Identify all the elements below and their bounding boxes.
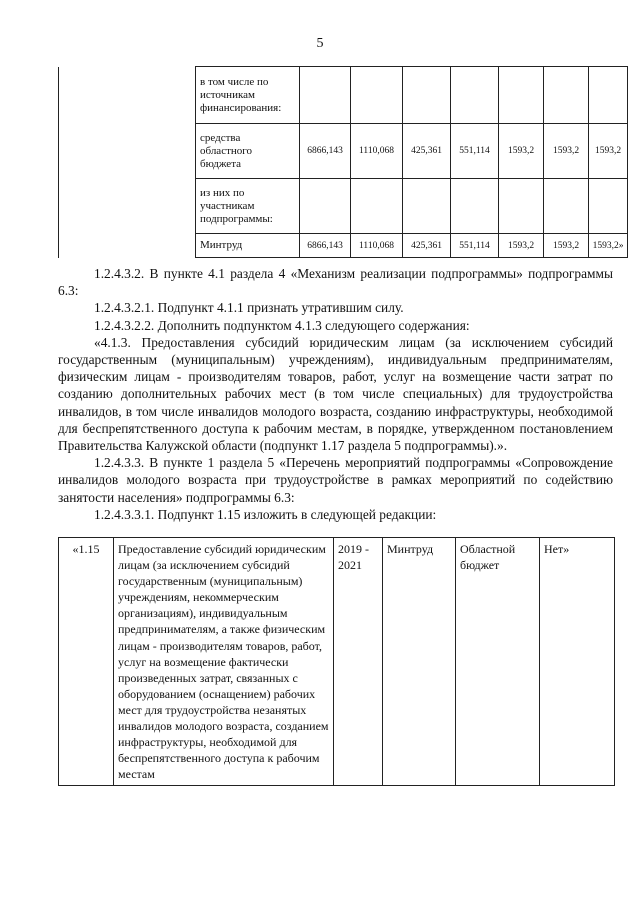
paragraph-1-15-intro: 1.2.4.3.3.1. Подпункт 1.15 изложить в следующей редакции: — [94, 506, 437, 522]
table-cell-value: 1593,2 — [499, 234, 544, 258]
table-cell-value — [544, 179, 589, 234]
table-cell-value — [300, 67, 351, 124]
paragraph-4-1-1: 1.2.4.3.2.1. Подпункт 4.1.1 признать утратившим силу. — [94, 300, 404, 316]
measure-source: Областной бюджет — [456, 538, 540, 786]
table-row — [59, 538, 615, 786]
table-cell-value: 425,361 — [403, 234, 451, 258]
paragraph-4-1-3-intro: 1.2.4.3.2.2. Дополнить подпунктом 4.1.3 следующего содержания: — [94, 317, 470, 333]
table-cell-value: 551,114 — [451, 234, 499, 258]
table-cell-value — [589, 179, 628, 234]
table-cell-empty — [59, 179, 196, 234]
table-cell-value: 6866,143 — [300, 124, 351, 179]
paragraph-section-5: 1.2.4.3.3. В пункте 1 раздела 5 «Перечень мероприятий подпрограммы «Сопровождение инвалидов молодого возраста при трудоустройстве в рамках мероприятий по содействию занятости населения» подпрограммы 6.3: — [58, 455, 613, 505]
table-cell-label: в том числе по источникам финансирования: — [196, 67, 300, 124]
paragraph-section-4: 1.2.4.3.2. В пункте 4.1 раздела 4 «Механизм реализации подпрограммы» подпрограммы 6.3: — [58, 266, 613, 299]
table-cell-empty — [59, 124, 196, 179]
table-row — [59, 67, 628, 124]
table-cell-value: 1593,2» — [589, 234, 628, 258]
table-cell-value — [451, 179, 499, 234]
measure-period: 2019 - 2021 — [334, 538, 383, 786]
table-cell-value — [499, 179, 544, 234]
table-cell-value: 551,114 — [451, 124, 499, 179]
finance-table — [58, 66, 628, 258]
table-cell-empty — [59, 234, 196, 258]
table-cell-value — [403, 67, 451, 124]
document-body — [58, 265, 613, 523]
table-cell-value — [544, 67, 589, 124]
table-cell-value: 1110,068 — [351, 234, 403, 258]
page-number: 5 — [316, 36, 324, 51]
table-cell-value: 1593,2 — [544, 124, 589, 179]
table-cell-label: Минтруд — [196, 234, 300, 258]
table-cell-value — [403, 179, 451, 234]
table-row — [59, 124, 628, 179]
table-cell-label: из них по участникам подпрограммы: — [196, 179, 300, 234]
measure-number: «1.15 — [59, 538, 114, 786]
table-row — [59, 234, 628, 258]
table-cell-empty — [59, 67, 196, 124]
table-cell-value — [451, 67, 499, 124]
table-cell-value — [351, 67, 403, 124]
table-cell-value — [351, 179, 403, 234]
table-cell-value: 1593,2 — [499, 124, 544, 179]
measures-table — [58, 537, 615, 786]
table-cell-value — [589, 67, 628, 124]
measure-executor: Минтруд — [383, 538, 456, 786]
table-cell-value: 1593,2 — [589, 124, 628, 179]
paragraph-4-1-3-text: «4.1.3. Предоставления субсидий юридическим лицам (за исключением субсидий государственным (муниципальным) учреждениям), индивидуальным предпринимателям, физическим лицам - производителям товаров, работ, услуг на возмещение части затрат по созданию дополнительных рабочих мест (в том числе специальных) для трудоустройства инвалидов, в том числе инвалидов молодого возраста, созданию инфраструктуры, необходимой для беспрепятственного доступа к рабочим местам, в порядке, утвержденном постановлением Правительства Калужской области (подпункт 1.17 раздела 5 подпрограммы).». — [58, 334, 613, 454]
table-cell-value — [300, 179, 351, 234]
measure-description: Предоставление субсидий юридическим лицам (за исключением субсидий государственным (муниципальным) учреждениям, некоммерческим организациям), индивидуальным предпринимателям, а также физическим лицам - производителям товаров, работ, услуг на возмещение фактически произведенных затрат, связанных с оборудованием (оснащением) рабочих мест для трудоустройства незанятых инвалидов молодого возраста, созданием инфраструктуры, необходимой для беспрепятственного доступа к рабочим местам — [114, 538, 334, 786]
table-cell-label: средства областного бюджета — [196, 124, 300, 179]
table-row — [59, 179, 628, 234]
table-cell-value: 425,361 — [403, 124, 451, 179]
measure-amount: Нет» — [540, 538, 615, 786]
table-cell-value: 6866,143 — [300, 234, 351, 258]
table-cell-value: 1110,068 — [351, 124, 403, 179]
table-cell-value: 1593,2 — [544, 234, 589, 258]
table-cell-value — [499, 67, 544, 124]
